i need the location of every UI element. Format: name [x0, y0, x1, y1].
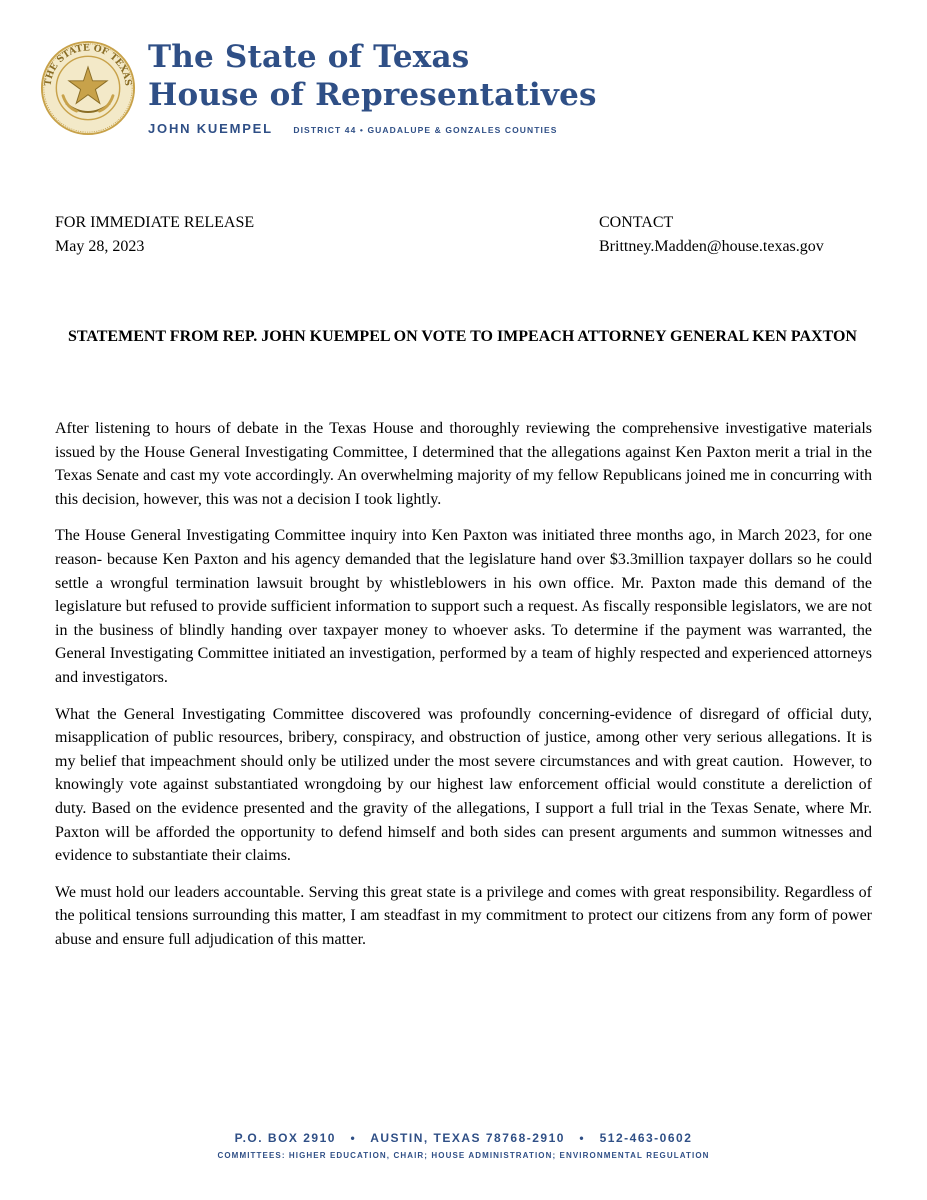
contact-label: CONTACT	[599, 214, 674, 231]
statement-headline: STATEMENT FROM REP. JOHN KUEMPEL ON VOTE TO IMPEACH ATTORNEY GENERAL KEN PAXTON	[68, 328, 857, 345]
contact-email[interactable]: Brittney.Madden@house.texas.gov	[599, 238, 824, 255]
footer-committees: COMMITTEES: HIGHER EDUCATION, CHAIR; HOUSE ADMINISTRATION; ENVIRONMENTAL REGULATION	[217, 1151, 710, 1160]
footer-address: P.O. BOX 2910 • AUSTIN, TEXAS 78768-2910 • 512-463-0602	[234, 1131, 693, 1145]
district-info: DISTRICT 44 • GUADALUPE & GONZALES COUNTIES	[293, 125, 558, 135]
body-paragraph-2: The House General Investigating Committee inquiry into Ken Paxton was initiated three months ago, in March 2023, for one reason- because Ken Paxton and his agency demanded that the legislature hand over $3.3million taxpayer dollars so he could settle a wrongful termination lawsuit brought by whistleblowers in his own office. Mr. Paxton made this demand of the legislature but refused to provide sufficient information to support such a request. As fiscally responsible legislators, we are not in the business of blindly handing over taxpayer money to whoever asks. To determine if the payment was warranted, the General Investigating Committee initiated an investigation, performed by a team of highly respected and experienced attorneys and investigators.	[55, 527, 876, 686]
body-paragraph-3: What the General Investigating Committee discovered was profoundly concerning-evidence of disregard of official duty, misapplication of public resources, bribery, conspiracy, and obstruction of justice, among other very serious allegations. It is my belief that impeachment should only be utilized under the most severe circumstances and with great caution. However, to knowingly vote against substantiated wrongdoing by our highest law enforcement official would constitute a dereliction of duty. Based on the evidence presented and the gravity of the allegations, I support a full trial in the Texas Senate, where Mr. Paxton will be afforded the opportunity to defend himself and both sides can present arguments and summon witnesses and evidence to substantiate their claims.	[55, 705, 876, 865]
release-label: FOR IMMEDIATE RELEASE	[55, 214, 255, 231]
letterhead-title-line2: House of Representatives	[148, 77, 597, 113]
release-date: May 28, 2023	[55, 238, 145, 255]
letterhead-title-line1: The State of Texas	[148, 39, 470, 75]
statement-body	[55, 417, 876, 964]
seal-text: THE STATE OF TEXAS	[42, 42, 134, 87]
representative-line	[148, 120, 558, 138]
release-block	[55, 211, 254, 259]
texas-state-seal	[40, 40, 136, 136]
contact-block	[599, 211, 824, 259]
body-paragraph-4: We must hold our leaders accountable. Serving this great state is a privilege and comes with great responsibility. Regardless of the political tensions surrounding this matter, I am steadfast in my commitment to protect our citizens from any form of power abuse and ensure full adjudication of this matter.	[55, 883, 876, 948]
body-paragraph-1: After listening to hours of debate in the Texas House and thoroughly reviewing the comprehensive investigative materials issued by the House General Investigating Committee, I determined that the allegations against Ken Paxton merit a trial in the Texas Senate and cast my vote accordingly. An overwhelming majority of my fellow Republicans joined me in concurring with this decision, however, this was not a decision I took lightly.	[55, 420, 876, 508]
representative-name: JOHN KUEMPEL	[148, 121, 273, 136]
